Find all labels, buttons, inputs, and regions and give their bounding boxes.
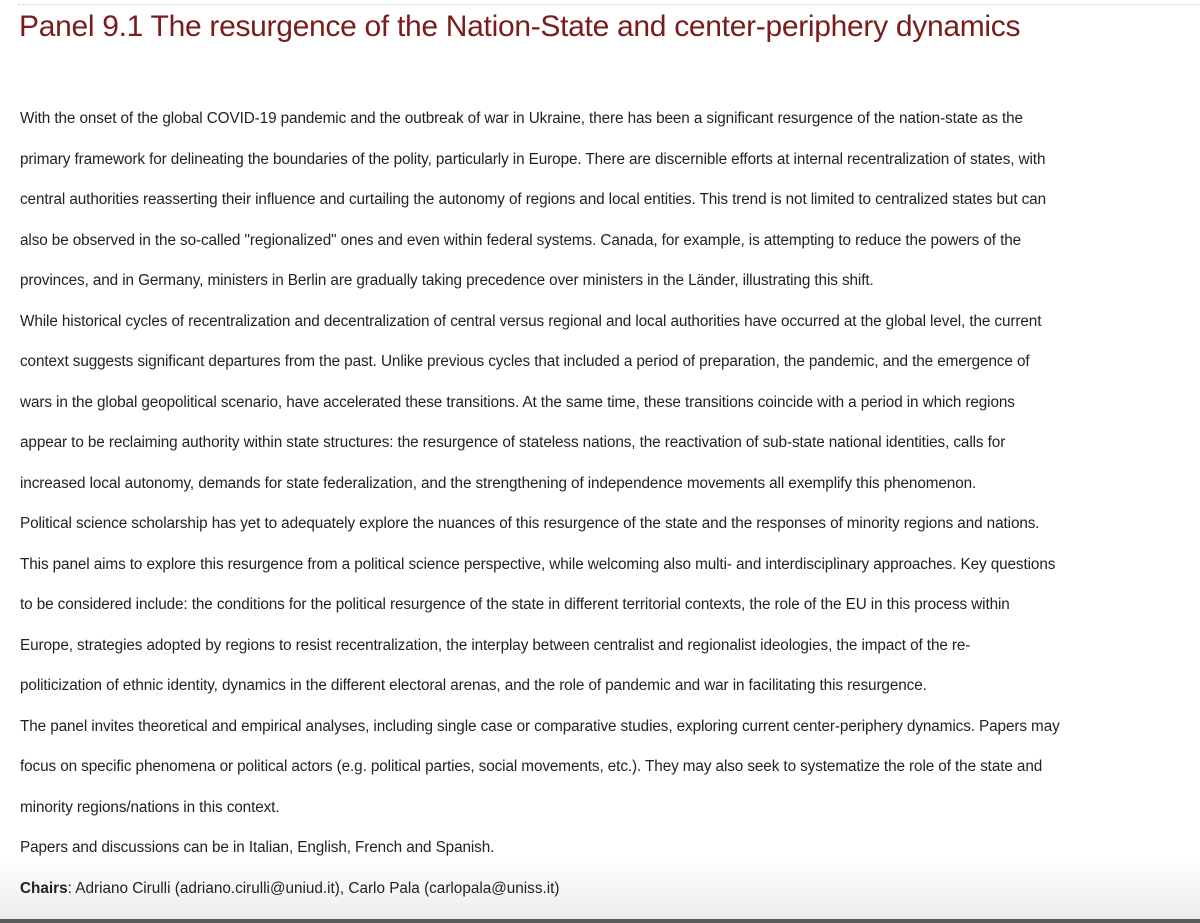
panel-description: [20, 105, 1195, 875]
paragraph-line: provinces, and in Germany, ministers in Berlin are gradually taking precedence over ministers in the Länder, illustrating this shift.: [20, 272, 874, 289]
paragraph-line: With the onset of the global COVID-19 pandemic and the outbreak of war in Ukraine, there has been a significant resurgence of the nation-state as the: [20, 110, 1023, 127]
paragraph-line: Europe, strategies adopted by regions to resist recentralization, the interplay between centralist and regionalist ideologies, the impact of the re-: [20, 636, 971, 654]
paragraph-line: also be observed in the so-called "regionalized" ones and even within federal systems. Canada, for example, is attempting to reduce the powers of the: [20, 231, 1022, 249]
paragraph-line: central authorities reasserting their influence and curtailing the autonomy of regions and local entities. This trend is not limited to centralized states but can: [20, 191, 1046, 208]
chairs-label: Chairs: [20, 880, 68, 897]
paragraph-line: appear to be reclaiming authority within state structures: the resurgence of stateless nations, the reactivation of sub-state national identities, calls for: [20, 434, 1006, 451]
paragraph-line: to be considered include: the conditions for the political resurgence of the state in different territorial contexts, the role of the EU in this process within: [20, 596, 1010, 613]
paragraph-line: minority regions/nations in this context.: [20, 798, 280, 816]
paragraph-line: primary framework for delineating the boundaries of the polity, particularly in Europe. There are discernible efforts at internal recentralization of states, with: [20, 150, 1046, 168]
chairs-text: : Adriano Cirulli (adriano.cirulli@uniud.it), Carlo Pala (carlopala@uniss.it): [67, 880, 560, 897]
paragraph-line: The panel invites theoretical and empirical analyses, including single case or comparative studies, exploring current center-periphery dynamics. Papers may: [20, 717, 1060, 735]
paragraph-line: While historical cycles of recentralization and decentralization of central versus regional and local authorities have occurred at the global level, the current: [20, 312, 1042, 330]
divider: [18, 4, 1200, 5]
paragraph-line: focus on specific phenomena or political actors (e.g. political parties, social movements, etc.). They may also seek to systematize the role of the state and: [20, 758, 1043, 775]
paragraph-line: Papers and discussions can be in Italian, English, French and Spanish.: [20, 839, 495, 856]
paragraph-line: increased local autonomy, demands for state federalization, and the strengthening of independence movements all exemplify this phenomenon.: [20, 474, 977, 492]
bottom-bar: [0, 919, 1200, 923]
chairs-line: [20, 880, 559, 898]
page-title: Panel 9.1 The resurgence of the Nation-State and center-periphery dynamics: [19, 10, 1021, 43]
paragraph-line: context suggests significant departures from the past. Unlike previous cycles that included a period of preparation, the pandemic, and the emergence of: [20, 353, 1030, 370]
paragraph-line: Political science scholarship has yet to adequately explore the nuances of this resurgence of the state and the responses of minority regions and nations.: [20, 515, 1040, 532]
paragraph-line: This panel aims to explore this resurgence from a political science perspective, while welcoming also multi- and interdisciplinary approaches. Key questions: [20, 555, 1056, 573]
paragraph-line: wars in the global geopolitical scenario, have accelerated these transitions. At the same time, these transitions coincide with a period in which regions: [20, 393, 1015, 411]
paragraph-line: politicization of ethnic identity, dynamics in the different electoral arenas, and the role of pandemic and war in facilitating this resurgence.: [20, 677, 927, 694]
